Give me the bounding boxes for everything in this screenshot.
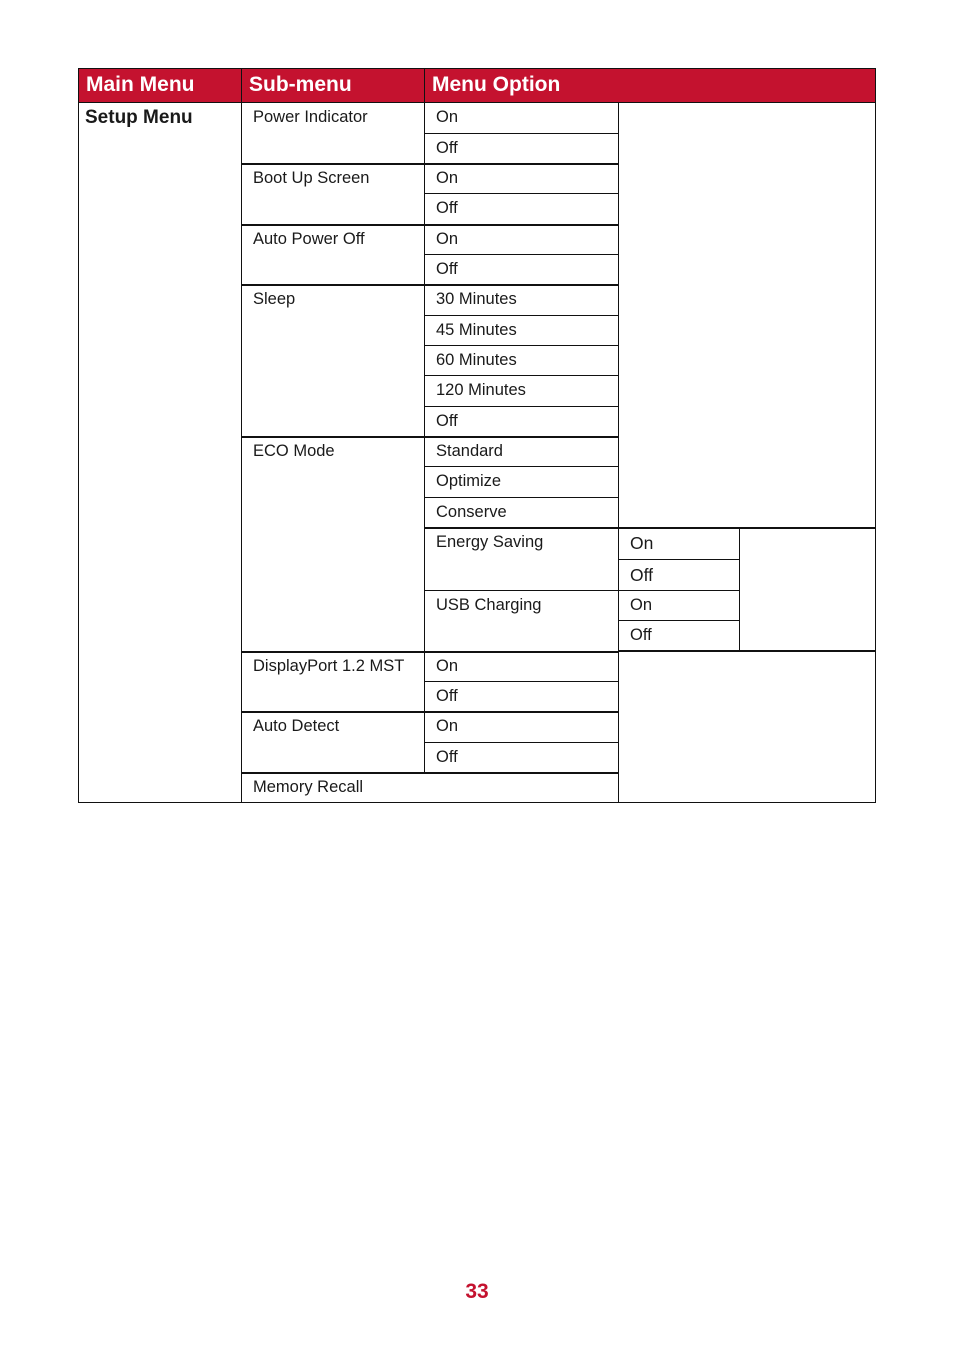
option-divider bbox=[424, 497, 619, 498]
submenu-divider bbox=[241, 163, 619, 165]
submenu-power-indicator: Power Indicator bbox=[253, 108, 368, 126]
table-border-top bbox=[78, 68, 876, 69]
header-main-menu: Main Menu bbox=[78, 68, 241, 103]
submenu-memory-recall: Memory Recall bbox=[253, 778, 364, 796]
submenu-divider bbox=[241, 711, 619, 713]
submenu-sleep: Sleep bbox=[253, 290, 296, 308]
table-border-left bbox=[78, 68, 79, 803]
option-boot-up-screen-off: Off bbox=[436, 199, 458, 217]
option-divider bbox=[424, 133, 619, 134]
option-sleep-45: 45 Minutes bbox=[436, 321, 517, 339]
column-divider-3 bbox=[618, 103, 619, 803]
submenu-auto-detect: Auto Detect bbox=[253, 717, 340, 735]
setup-menu-table bbox=[78, 68, 876, 803]
eco-block-bottom-rule bbox=[618, 650, 876, 652]
option-divider bbox=[424, 406, 619, 407]
option-sleep-off: Off bbox=[436, 412, 458, 430]
option-usb-charging-on: On bbox=[630, 596, 653, 614]
sub-option-divider bbox=[618, 559, 740, 560]
table-border-bottom bbox=[78, 802, 876, 803]
option-auto-detect-on: On bbox=[436, 717, 459, 735]
option-usb-charging: USB Charging bbox=[436, 596, 542, 614]
option-eco-optimize: Optimize bbox=[436, 472, 502, 490]
sub-option-divider bbox=[618, 620, 740, 621]
main-menu-setup: Setup Menu bbox=[85, 107, 193, 128]
option-energy-saving-off: Off bbox=[630, 565, 654, 585]
option-divider bbox=[424, 193, 619, 194]
option-eco-standard: Standard bbox=[436, 442, 503, 460]
option-sleep-120: 120 Minutes bbox=[436, 381, 526, 399]
submenu-auto-power-off: Auto Power Off bbox=[253, 230, 365, 248]
submenu-divider bbox=[241, 284, 619, 286]
option-divider bbox=[424, 254, 619, 255]
option-divider bbox=[424, 375, 619, 376]
option-auto-power-off-off: Off bbox=[436, 260, 458, 278]
option-sleep-30: 30 Minutes bbox=[436, 290, 517, 308]
option-divider bbox=[424, 527, 876, 529]
option-auto-detect-off: Off bbox=[436, 748, 458, 766]
option-power-indicator-on: On bbox=[436, 108, 459, 126]
option-displayport-mst-on: On bbox=[436, 657, 459, 675]
option-divider bbox=[424, 742, 619, 743]
submenu-boot-up-screen: Boot Up Screen bbox=[253, 169, 370, 187]
option-divider bbox=[424, 681, 619, 682]
header-sub-menu: Sub-menu bbox=[241, 68, 424, 103]
option-eco-conserve: Conserve bbox=[436, 503, 507, 521]
option-energy-saving: Energy Saving bbox=[436, 533, 544, 551]
submenu-divider bbox=[241, 224, 619, 226]
page-number: 33 bbox=[465, 1280, 489, 1303]
sub-option-divider bbox=[618, 590, 740, 591]
option-divider bbox=[424, 466, 619, 467]
option-power-indicator-off: Off bbox=[436, 139, 458, 157]
submenu-divider bbox=[241, 436, 619, 438]
option-divider bbox=[424, 315, 619, 316]
option-energy-saving-on: On bbox=[630, 533, 654, 553]
header-menu-option: Menu Option bbox=[424, 68, 876, 103]
table-border-right bbox=[875, 68, 876, 803]
header-bottom-rule bbox=[78, 102, 876, 103]
submenu-displayport-mst: DisplayPort 1.2 MST bbox=[253, 657, 405, 675]
option-boot-up-screen-on: On bbox=[436, 169, 459, 187]
column-divider-4 bbox=[739, 527, 740, 651]
submenu-divider bbox=[241, 651, 619, 653]
option-displayport-mst-off: Off bbox=[436, 687, 458, 705]
option-sleep-60: 60 Minutes bbox=[436, 351, 517, 369]
submenu-eco-mode: ECO Mode bbox=[253, 442, 335, 460]
option-divider bbox=[424, 590, 619, 591]
submenu-divider bbox=[241, 772, 619, 774]
option-divider bbox=[424, 345, 619, 346]
option-usb-charging-off: Off bbox=[630, 626, 652, 644]
column-divider-2 bbox=[424, 68, 425, 773]
option-auto-power-off-on: On bbox=[436, 230, 459, 248]
